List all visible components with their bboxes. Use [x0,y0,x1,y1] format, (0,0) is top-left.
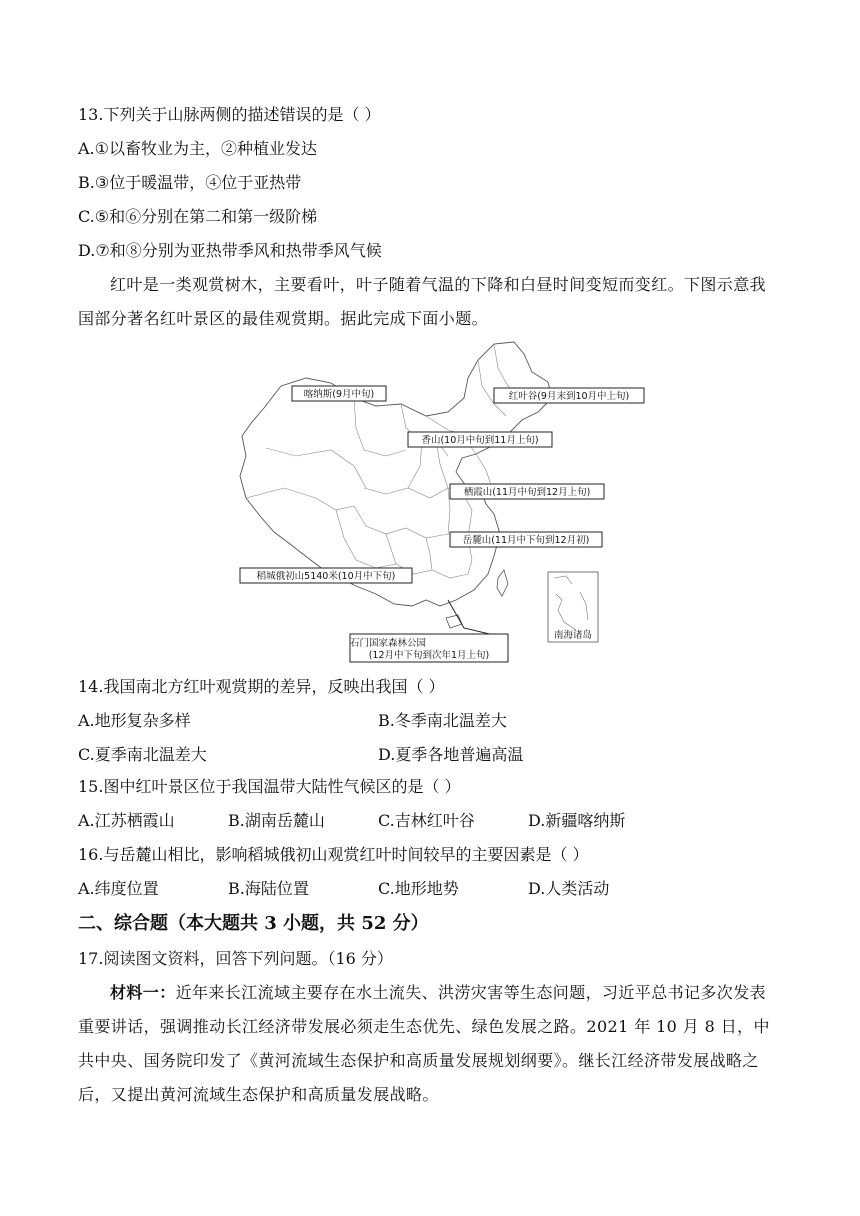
q15-stem: 15.图中红叶景区位于我国温带大陆性气候区的是（ ） [78,777,461,796]
svg-text:香山(10月中旬到11月上旬): 香山(10月中旬到11月上旬) [421,435,539,446]
china-outline [240,342,552,606]
material-text: 近年来长江流域主要存在水土流失、洪涝灾害等生态问题，习近平总书记多次发表重要讲话，强调推动长江经济带发展必须走生态优先、绿色发展之路。2021 年 10 月 8 日，中共中央、国务院印发了《黄河流域生态保护和高质量发展规划纲要》。继长江经济带发展战略之后，又提出黄河流域生态保护和高质量发展战略。 [78,983,770,1104]
inset-label: 南海诸岛 [553,630,593,641]
q16-option-b: B.海陆位置 [228,879,309,898]
q15-option-a: A.江苏栖霞山 [78,811,175,830]
q14-option-b: B.冬季南北温差大 [378,711,507,730]
q13-option-d: D.⑦和⑧分别为亚热带季风和热带季风气候 [78,241,382,260]
q13-option-b: B.③位于暖温带，④位于亚热带 [78,173,302,192]
q15-option-c: C.吉林红叶谷 [378,811,475,830]
svg-text:(12月中下旬到次年1月上旬): (12月中下旬到次年1月上旬) [368,650,490,661]
taiwan-island [497,570,508,596]
material-label: 材料一： [110,983,176,1002]
label-yuelushan [450,532,602,547]
label-qixiashan [450,484,604,499]
intro-paragraph: 红叶是一类观赏树木，主要看叶，叶子随着气温的下降和白昼时间变短而变红。下图示意我国部分著名红叶景区的最佳观赏期。据此完成下面小题。 [78,275,767,328]
shimen-pointer [448,600,498,636]
svg-text:红叶谷(9月末到10月中上旬): 红叶谷(9月末到10月中上旬) [508,391,630,402]
label-hongyegu [494,388,644,403]
q15-option-b: B.湖南岳麓山 [228,811,325,830]
q16-option-d: D.人类活动 [528,879,610,898]
material-one [78,976,778,1112]
svg-text:稻城俄初山5140米(10月中下旬): 稻城俄初山5140米(10月中下旬) [256,571,396,582]
label-kanas [292,386,386,401]
label-shimen [350,634,508,662]
q13-stem: 13.下列关于山脉两侧的描述错误的是（ ） [78,105,381,124]
q14-stem: 14.我国南北方红叶观赏期的差异，反映出我国（ ） [78,677,445,696]
q16-option-a: A.纬度位置 [78,879,159,898]
q16-option-c: C.地形地势 [378,879,459,898]
q15-option-d: D.新疆喀纳斯 [528,811,626,830]
label-daocheng [240,568,412,583]
q13-option-c: C.⑤和⑥分别在第二和第一级阶梯 [78,207,318,226]
hainan-island [446,615,462,628]
q14-option-d: D.夏季各地普遍高温 [378,745,524,764]
label-xiangshan [408,432,552,447]
section-heading: 二、综合题（本大题共 3 小题，共 52 分） [78,913,429,934]
svg-text:石门国家森林公园: 石门国家森林公园 [349,638,427,649]
q17-stem: 17.阅读图文资料，回答下列问题。（16 分） [78,949,393,968]
q16-stem: 16.与岳麓山相比，影响稻城俄初山观赏红叶时间较早的主要因素是（ ） [78,845,589,864]
china-red-leaf-map [236,338,630,666]
svg-text:栖霞山(11月中旬到12月上旬): 栖霞山(11月中旬到12月上旬) [463,487,591,498]
q14-option-c: C.夏季南北温差大 [78,745,207,764]
svg-text:岳麓山(11月中下旬到12月初): 岳麓山(11月中下旬到12月初) [462,535,590,546]
q13-option-a: A.①以畜牧业为主，②种植业发达 [78,139,317,158]
q14-option-a: A.地形复杂多样 [78,711,191,730]
svg-text:喀纳斯(9月中旬): 喀纳斯(9月中旬) [303,389,375,400]
